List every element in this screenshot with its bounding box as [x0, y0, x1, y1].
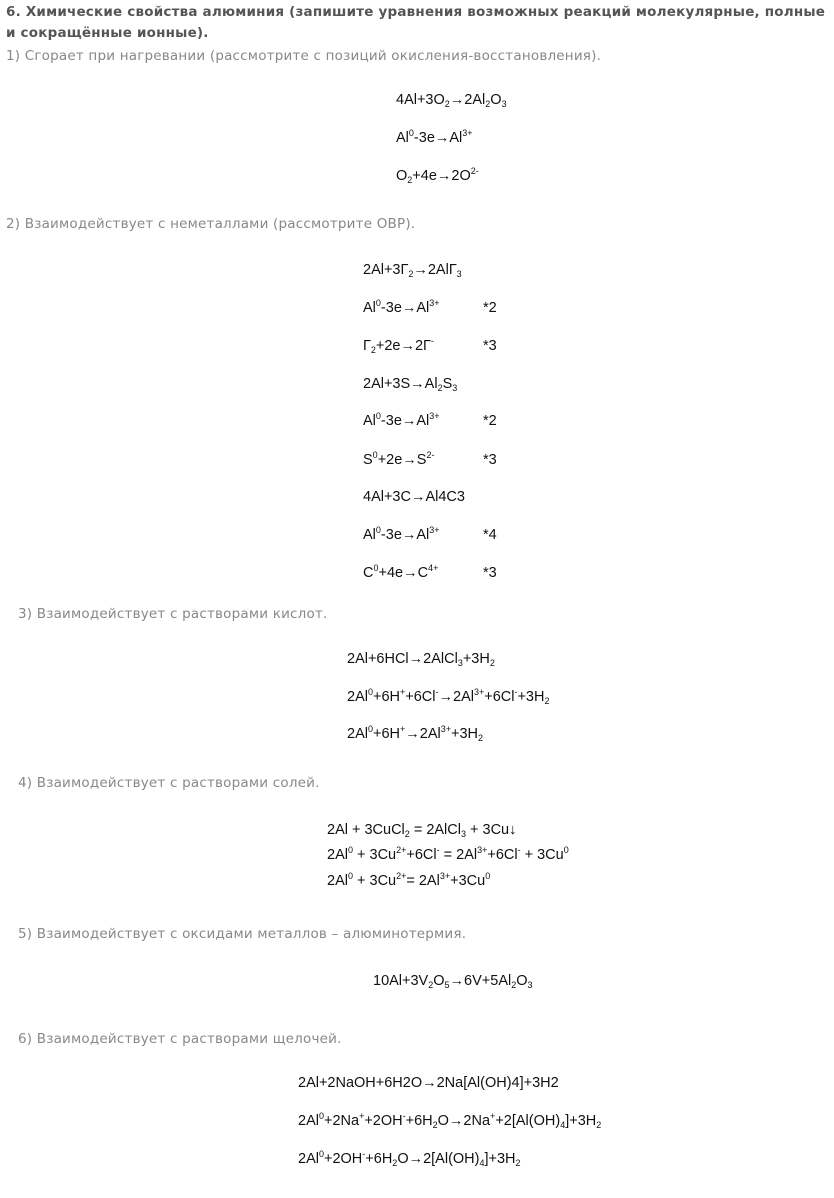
equation: $2Al+6HCl\to 2AlCl_3+3H_2$ — [347, 651, 495, 668]
equation: $2Al^0+6H^++6Cl^-\to 2Al^{3+}+6Cl^-+3H_2$ — [347, 687, 550, 706]
equation: $S^0+2e\to S^{2-}$ — [363, 450, 435, 468]
equation: $2Al^0 + 3Cu^{2+}+6Cl^- = 2Al^{3+}+6Cl^- + 3Cu^0$ — [327, 845, 569, 863]
coefficient: *3 — [483, 565, 497, 581]
equation: 4Al+3C→Al4C3 — [363, 489, 465, 505]
equation: 2Al+2NaOH+6H2O→2Na[Al(OH)4]+3H2 — [298, 1075, 559, 1091]
coefficient: *3 — [483, 338, 497, 354]
equation: $10Al+3V_2O_5\to 6V+5Al_2O_3$ — [373, 973, 533, 990]
equation: $Al^0-3e\to Al^{3+}$ — [363, 525, 440, 543]
section-4-heading: 4) Взаимодействует с растворами солей. — [18, 775, 320, 791]
worksheet-title: 6. Химические свойства алюминия (запишите уравнения возможных реакций молекулярные, полные и сокращённые ионные). — [6, 4, 826, 41]
coefficient: *4 — [483, 527, 497, 543]
equation: $Г_2+2e\to 2Г^-$ — [363, 336, 434, 355]
coefficient: *3 — [483, 452, 497, 468]
equation: $2Al^0+2OH^-+6H_2O\to 2[Al(OH)_4]+3H_2$ — [298, 1149, 521, 1168]
section-3-heading: 3) Взаимодействует с растворами кислот. — [18, 606, 328, 622]
equation: $2Al+3Г_2\to 2AlГ_3$ — [363, 262, 462, 279]
equation: $2Al^0 + 3Cu^{2+}= 2Al^{3+}+3Cu^0$ — [327, 871, 491, 889]
equation: 2Al + 3CuCl$_2$ = 2AlCl$_3$ + 3Cu↓ — [327, 822, 517, 839]
section-2-heading: 2) Взаимодействует с неметаллами (рассмотрите ОВР). — [6, 216, 416, 232]
equation: $2Al^0+6H^+\to 2Al^{3+}+3H_2$ — [347, 724, 484, 743]
coefficient: *2 — [483, 300, 497, 316]
equation: $C^0+4e\to C^{4+}$ — [363, 563, 439, 581]
equation: $O_2+4e\to 2O^{2-}$ — [396, 166, 479, 185]
equation: $4Al+3O_2\to 2Al_2O_3$ — [396, 92, 507, 109]
equation: $Al^0-3e\to Al^{3+}$ — [363, 298, 440, 316]
equation: $Al^0-3e\to Al^{3+}$ — [363, 411, 440, 429]
equation: $2Al+3S\to Al_2S_3$ — [363, 376, 458, 393]
section-6-heading: 6) Взаимодействует с растворами щелочей. — [18, 1031, 342, 1047]
equation: $Al^0-3e\to Al^{3+}$ — [396, 128, 473, 146]
coefficient: *2 — [483, 413, 497, 429]
section-5-heading: 5) Взаимодействует с оксидами металлов – алюминотермия. — [18, 926, 467, 942]
equation: $2Al^0+2Na^++2OH^-+6H_2O\to 2Na^++2[Al(OH)_4]+3H_2$ — [298, 1111, 602, 1130]
section-1-heading: 1) Сгорает при нагревании (рассмотрите с позиций окисления-восстановления). — [6, 48, 602, 64]
